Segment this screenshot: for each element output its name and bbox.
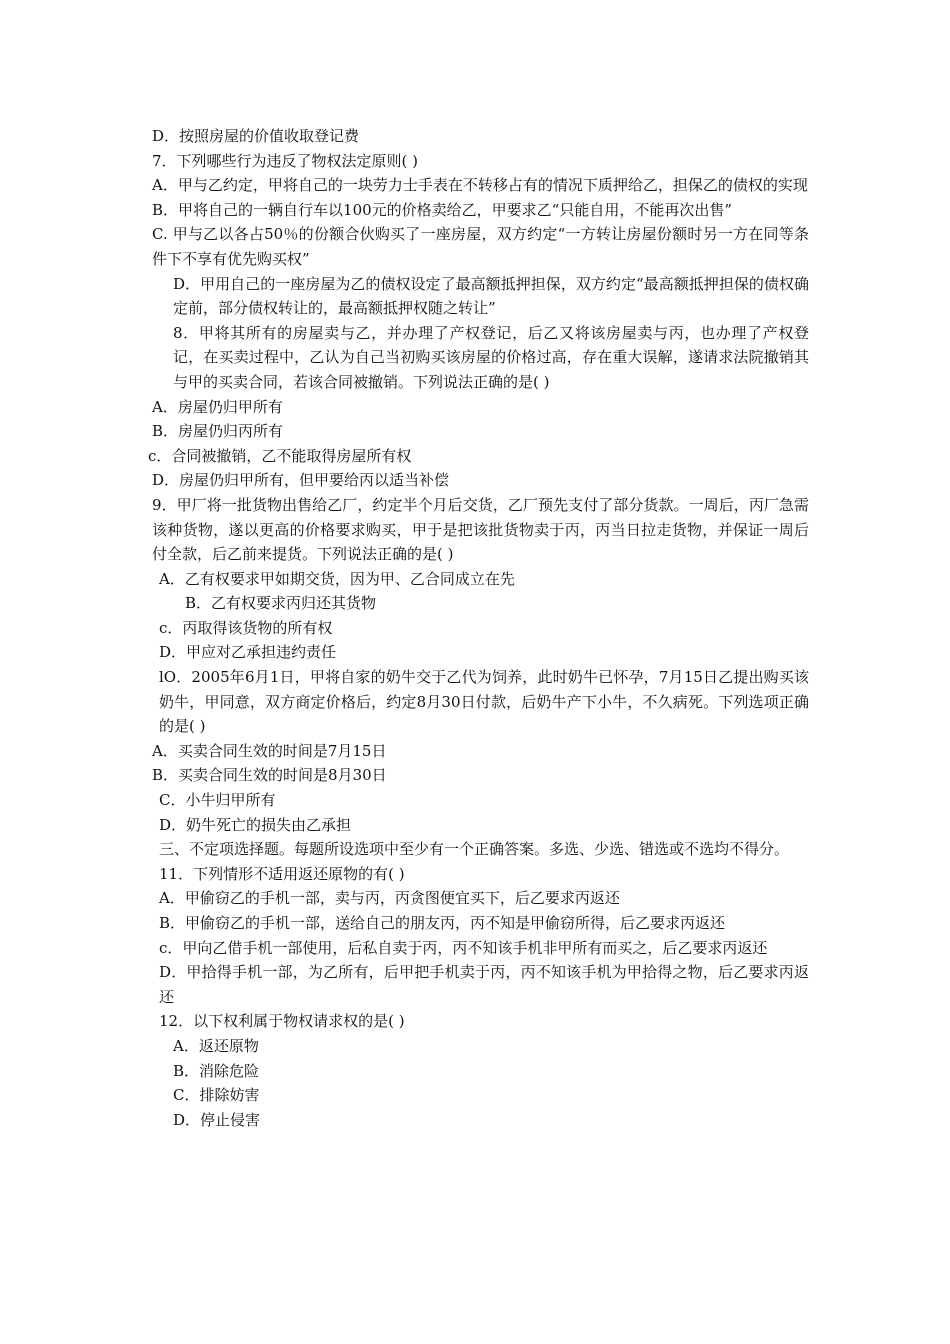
q7-option-b: B．甲将自己的一辆自行车以100元的价格卖给乙，甲要求乙“只能自用，不能再次出售” xyxy=(152,200,732,219)
q10-option-b: B．买卖合同生效的时间是8月30日 xyxy=(152,766,387,785)
q6-option-d: D．按照房屋的价值收取登记费 xyxy=(152,127,360,145)
q9-option-b: B．乙有权要求丙归还其货物 xyxy=(185,594,377,613)
q11-option-c: c．甲向乙借手机一部使用，后私自卖于丙，丙不知该手机非甲所有而买之，后乙要求丙返还 xyxy=(159,938,768,957)
q7-option-d: D．甲用自己的一座房屋为乙的债权设定了最高额抵押担保，双方约定“最高额抵押担保的债权确定前，部分债权转让的，最高额抵押权随之转让” xyxy=(173,274,809,318)
q10-option-d: D．奶牛死亡的损失由乙承担 xyxy=(159,815,352,834)
q11-option-d: D．甲拾得手机一部，为乙所有，后甲把手机卖于丙，丙不知该手机为甲拾得之物，后乙要求丙返还 xyxy=(159,963,809,1006)
q12-option-b: B．消除危险 xyxy=(173,1061,260,1080)
q8-stem: 8．甲将其所有的房屋卖与乙，并办理了产权登记，后乙又将该房屋卖与丙，也办理了产权登记，在买卖过程中，乙认为自己当初购买该房屋的价格过高，存在重大误解，遂请求法院撤销其与甲的买卖合同，若该合同被撤销。下列说法正确的是( ) xyxy=(173,323,809,391)
q8-option-c: c．合同被撤销，乙不能取得房屋所有权 xyxy=(148,446,412,465)
q12-stem: 12．以下权利属于物权请求权的是( ) xyxy=(159,1012,405,1031)
q7-stem: 7．下列哪些行为违反了物权法定原则( ) xyxy=(152,151,419,170)
q9-option-c: c．丙取得该货物的所有权 xyxy=(159,618,333,637)
document-page xyxy=(143,124,809,1132)
q12-option-c: C．排除妨害 xyxy=(173,1086,260,1105)
q12-option-a: A．返还原物 xyxy=(173,1036,259,1055)
q7-option-a: A．甲与乙约定，甲将自己的一块劳力士手表在不转移占有的情况下质押给乙，担保乙的债权的实现 xyxy=(152,176,808,195)
q9-stem: 9．甲厂将一批货物出售给乙厂，约定半个月后交货，乙厂预先支付了部分货款。一周后，丙厂急需该种货物，遂以更高的价格要求购买，甲于是把该批货物卖于丙，丙当日拉走货物，并保证一周后付全款，后乙前来提货。下列说法正确的是( ) xyxy=(152,495,809,564)
q10-stem: lO．2005年6月1日，甲将自家的奶牛交于乙代为饲养，此时奶牛已怀孕，7月15日乙提出购买该奶牛，甲同意，双方商定价格后，约定8月30日付款，后奶牛产下小牛，不久病死。下列选项正确的是( ) xyxy=(159,668,809,736)
q7-option-c: C. 甲与乙以各占50％的份额合伙购买了一座房屋，双方约定“一方转让房屋份额时另一方在同等条件下不享有优先购买权” xyxy=(152,225,809,268)
q11-option-b: B．甲偷窃乙的手机一部，送给自己的朋友丙，丙不知是甲偷窃所得，后乙要求丙返还 xyxy=(159,914,726,932)
q12-option-d: D．停止侵害 xyxy=(173,1110,261,1129)
q9-option-d: D．甲应对乙承担违约责任 xyxy=(159,643,337,662)
q8-option-a: A．房屋仍归甲所有 xyxy=(152,397,283,416)
q11-option-a: A．甲偷窃乙的手机一部，卖与丙，丙贪图便宜买下，后乙要求丙返还 xyxy=(159,889,620,908)
q10-option-c: C．小牛归甲所有 xyxy=(159,791,276,810)
q8-option-b: B．房屋仍归丙所有 xyxy=(152,422,284,441)
q8-option-d: D．房屋仍归甲所有，但甲要给丙以适当补偿 xyxy=(152,471,450,490)
section-3-heading: 三、不定项选择题。每题所设选项中至少有一个正确答案。多选、少选、错选或不选均不得分。 xyxy=(159,840,790,859)
q9-option-a: A．乙有权要求甲如期交货，因为甲、乙合同成立在先 xyxy=(159,569,515,588)
q11-stem: 11．下列情形不适用返还原物的有( ) xyxy=(159,864,405,883)
q10-option-a: A．买卖合同生效的时间是7月15日 xyxy=(152,741,387,760)
